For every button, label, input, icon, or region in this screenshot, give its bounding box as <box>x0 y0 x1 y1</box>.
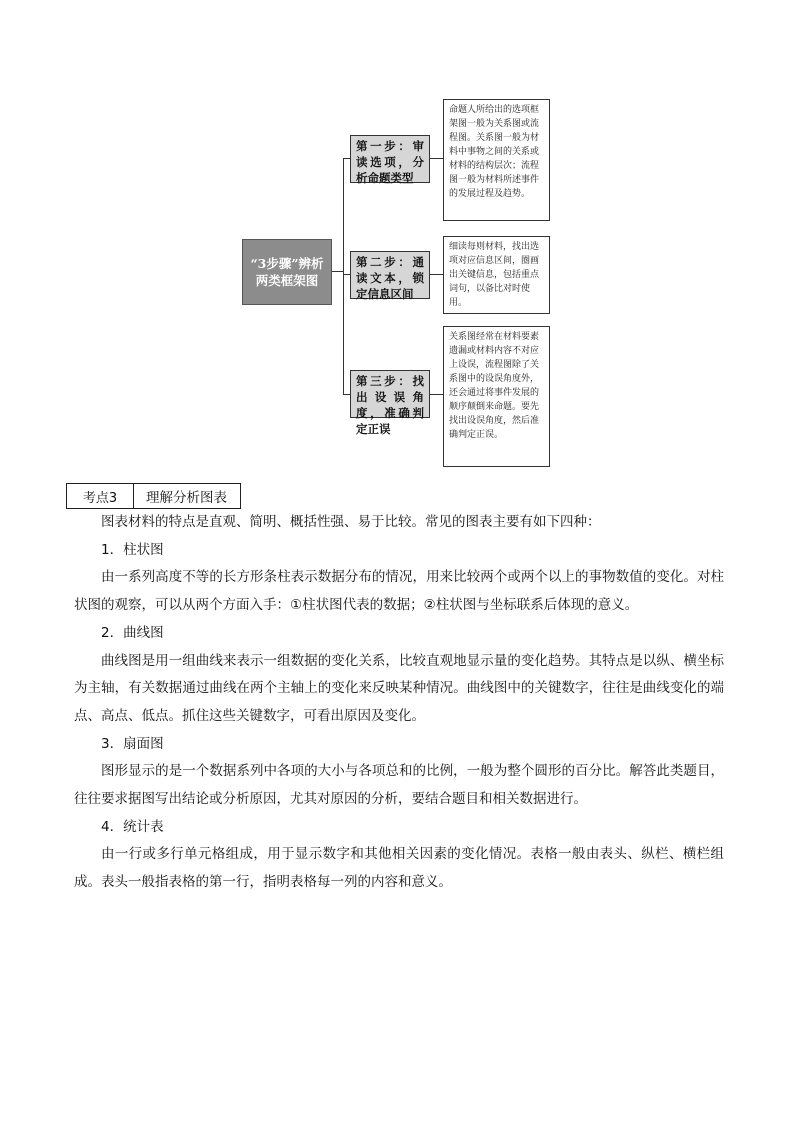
connector-to-step1 <box>343 158 350 159</box>
step-2-note <box>443 236 550 314</box>
connector-step2-note <box>430 274 443 275</box>
item-4-text: 由一行或多行单元格组成，用于显示数字和其他相关因素的变化情况。表格一般由表头、纵栏、横栏组成。表头一般指表格的第一行，指明表格每一列的内容和意义。 <box>74 846 724 891</box>
body-text <box>74 509 724 897</box>
intro-paragraph: 图表材料的特点是直观、简明、概括性强、易于比较。常见的图表主要有如下四种： <box>101 514 601 530</box>
section-title: 理解分析图表 <box>146 490 227 506</box>
step-3-box <box>350 370 430 436</box>
step-2-label: 第二步：通读文本，锁定信息区间 <box>356 255 424 301</box>
step-3-label: 第三步：找出设误角度，准确判定正误 <box>356 374 424 436</box>
item-1-text: 由一系列高度不等的长方形条柱表示数据分布的情况，用来比较两个或两个以上的事物数值的变化。对柱状图的观察，可以从两个方面入手：①柱状图代表的数据；②柱状图与坐标联系后体现的意义。 <box>74 569 724 614</box>
item-2-heading: 2．曲线图 <box>101 624 164 641</box>
step-1-label: 第一步：审读选项，分析命题类型 <box>356 139 424 185</box>
step-3-note <box>443 326 550 467</box>
item-1-heading: 1．柱状图 <box>101 541 164 558</box>
step-1-note-text: 命题人所给出的选项框架图一般为关系图或流程图。关系图一般为材料中事物之间的关系或材料的结构层次；流程图一般为材料所述事件的发展过程及趋势。 <box>449 105 540 199</box>
step-1-note <box>443 99 550 221</box>
connector-step1-note <box>430 158 443 159</box>
step-2-note-text: 细读每则材料，找出选项对应信息区间，圈画出关键信息，包括重点词句，以备比对时使用。 <box>449 242 540 308</box>
item-4-heading: 4．统计表 <box>101 818 164 835</box>
connector-to-step3 <box>343 394 350 395</box>
section-tag: 考点3 <box>67 484 134 508</box>
diagram-root-box <box>242 239 332 305</box>
item-3-heading: 3．扇面图 <box>101 735 164 752</box>
item-3-text: 图形显示的是一个数据系列中各项的大小与各项总和的比例，一般为整个圆形的百分比。解答此类题目，往往要求据图写出结论或分析原因，尤其对原因的分析，要结合题目和相关数据进行。 <box>74 763 724 808</box>
connector-to-step2 <box>343 274 350 275</box>
section-heading-table <box>66 483 241 509</box>
item-2-text: 曲线图是用一组曲线来表示一组数据的变化关系，比较直观地显示量的变化趋势。其特点是以纵、横坐标为主轴，有关数据通过曲线在两个主轴上的变化来反映某种情况。曲线图中的关键数字，往往是曲线变化的端点、高点、低点。抓住这些关键数字，可看出原因及变化。 <box>74 652 724 724</box>
step-2-box <box>350 251 430 299</box>
diagram-root-label: “3步骤”辨析两类框架图 <box>250 256 324 288</box>
step-3-note-text: 关系图经常在材料要素遗漏或材料内容不对应上设误，流程图除了关系图中的设误角度外，还会通过将事件发展的顺序颠倒来命题。要先找出设误角度，然后准确判定正误。 <box>449 332 540 440</box>
connector-step3-note <box>430 394 443 395</box>
step-1-box <box>350 135 430 183</box>
connector-trunk-vertical <box>343 158 344 394</box>
